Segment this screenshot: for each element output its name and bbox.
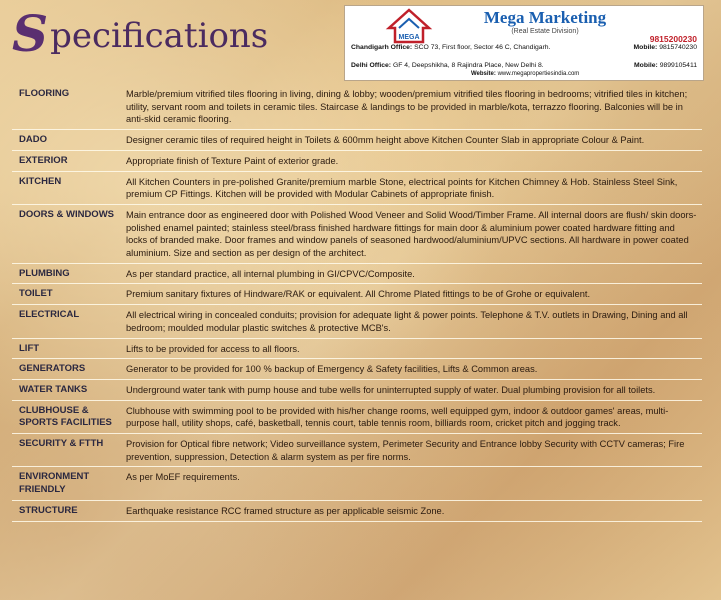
- delhi-mobile: [634, 62, 697, 69]
- spec-label: ELECTRICAL: [12, 305, 122, 338]
- spec-label: SECURITY & FTTH: [12, 434, 122, 467]
- chandigarh-mobile-label: Mobile:: [633, 44, 658, 51]
- spec-description: Earthquake resistance RCC framed structure as per applicable seismic Zone.: [122, 500, 702, 521]
- spec-description: Main entrance door as engineered door with Polished Wood Veneer and Solid Wood/Timber Frame. All internal doors are flush/ skin doors-polished enamel painted; stainless steel/brass finished hardware fittings for main door & aluminium power coated hardware fitting and locks of branded make. Door frames and window panels of seasoned hardwood/aluminium/UPVC sections. All hardware in power coated aluminium. Size and section as per design of the architect.: [122, 204, 702, 263]
- delhi-office: [351, 62, 544, 69]
- title-initial: S: [12, 4, 49, 63]
- title-rest: pecifications: [50, 16, 269, 56]
- spec-label: STRUCTURE: [12, 500, 122, 521]
- spec-description: All Kitchen Counters in pre-polished Granite/premium marble Stone, electrical points for Kitchen Chimney & Hob. Stainless Steel Sink, premium CP Fittings. Kitchen will be provided with Modular Cabinets of appropriate finish.: [122, 171, 702, 204]
- house-logo-icon: [385, 8, 433, 46]
- page-title: [12, 4, 269, 63]
- spec-row: [12, 400, 702, 433]
- brand-name: Mega Marketing: [483, 8, 607, 27]
- website-line: [471, 71, 579, 77]
- delhi-label: Delhi Office:: [351, 62, 392, 69]
- spec-description: All electrical wiring in concealed conduits; provision for adequate light & power points. Telephone & T.V. outlets in Drawing, Dining and all bedroom; moulded modular plastic switches & protective MCB's.: [122, 305, 702, 338]
- spec-label: LIFT: [12, 338, 122, 359]
- phone-number[interactable]: 9815200230: [649, 34, 697, 44]
- chandigarh-mobile: [634, 44, 698, 51]
- spec-label: DADO: [12, 130, 122, 151]
- spec-label: GENERATORS: [12, 359, 122, 380]
- spec-row: [12, 263, 702, 284]
- spec-row: [12, 359, 702, 380]
- spec-label: TOILET: [12, 284, 122, 305]
- brand-division: (Real Estate Division): [511, 28, 579, 35]
- spec-row: [12, 379, 702, 400]
- spec-label: KITCHEN: [12, 171, 122, 204]
- spec-description: Designer ceramic tiles of required height in Toilets & 600mm height above Kitchen Counter Slab in appropriate Colour & Paint.: [122, 130, 702, 151]
- website-link[interactable]: www.megapropertiesindia.com: [497, 71, 580, 77]
- spec-row: [12, 467, 702, 500]
- spec-description: Premium sanitary fixtures of Hindware/RAK or equivalent. All Chrome Plated fittings to be of Grohe or equivalent.: [122, 284, 702, 305]
- chandigarh-mobile-number[interactable]: 9815740230: [659, 44, 697, 51]
- spec-row: [12, 284, 702, 305]
- company-header: [344, 5, 704, 81]
- spec-label: PLUMBING: [12, 263, 122, 284]
- spec-description: Marble/premium vitrified tiles flooring in living, dining & lobby; wooden/premium vitrified tiles flooring in bedrooms; vitrified tiles in kitchen; utility, servant room and toilets in ceramic tiles. Staircase & landings to be provided in marble/kota, terrazzo flooring. Balconies will be in anti-skid ceramic flooring.: [122, 84, 702, 130]
- delhi-mobile-number[interactable]: 9899105411: [659, 62, 697, 69]
- specifications-table: [12, 84, 702, 522]
- spec-description: As per standard practice, all internal plumbing in GI/CPVC/Composite.: [122, 263, 702, 284]
- spec-label: DOORS & WINDOWS: [12, 204, 122, 263]
- spec-row: [12, 500, 702, 521]
- logo-text: MEGA: [398, 34, 420, 41]
- spec-label: FLOORING: [12, 84, 122, 130]
- delhi-address: GF 4, Deepshikha, 8 Rajindra Place, New Delhi 8.: [392, 62, 544, 69]
- spec-description: Generator to be provided for 100 % backup of Emergency & Safety facilities, Lifts & Common areas.: [122, 359, 702, 380]
- spec-row: [12, 204, 702, 263]
- spec-description: Clubhouse with swimming pool to be provided with his/her change rooms, well equipped gym, indoor & outdoor games' areas, multi-purpose hall, utility shops, café, basketball, tennis court, table tennis room, billiards room, cricket pitch and jogging track.: [122, 400, 702, 433]
- spec-label: ENVIRONMENT FRIENDLY: [12, 467, 122, 500]
- spec-row: [12, 338, 702, 359]
- spec-row: [12, 434, 702, 467]
- spec-row: [12, 150, 702, 171]
- spec-row: [12, 130, 702, 151]
- delhi-mobile-label: Mobile:: [634, 62, 658, 69]
- spec-description: Appropriate finish of Texture Paint of exterior grade.: [122, 150, 702, 171]
- spec-description: Provision for Optical fibre network; Video surveillance system, Perimeter Security and Entrance lobby Security with CCTV cameras; Fire prevention, suppression, Detection & alarm system as per fire norms.: [122, 434, 702, 467]
- spec-row: [12, 171, 702, 204]
- spec-description: Underground water tank with pump house and tube wells for uninterrupted supply of water. Dual plumbing provision for all toilets.: [122, 379, 702, 400]
- spec-label: CLUBHOUSE & SPORTS FACILITIES: [12, 400, 122, 433]
- spec-label: WATER TANKS: [12, 379, 122, 400]
- chandigarh-address: SCO 73, First floor, Sector 46 C, Chandigarh.: [414, 44, 551, 51]
- spec-description: Lifts to be provided for access to all floors.: [122, 338, 702, 359]
- spec-label: EXTERIOR: [12, 150, 122, 171]
- spec-description: As per MoEF requirements.: [122, 467, 702, 500]
- website-label: Website:: [471, 71, 496, 77]
- spec-row: [12, 84, 702, 130]
- chandigarh-office: [351, 44, 550, 51]
- chandigarh-label: Chandigarh Office:: [351, 44, 413, 51]
- spec-row: [12, 305, 702, 338]
